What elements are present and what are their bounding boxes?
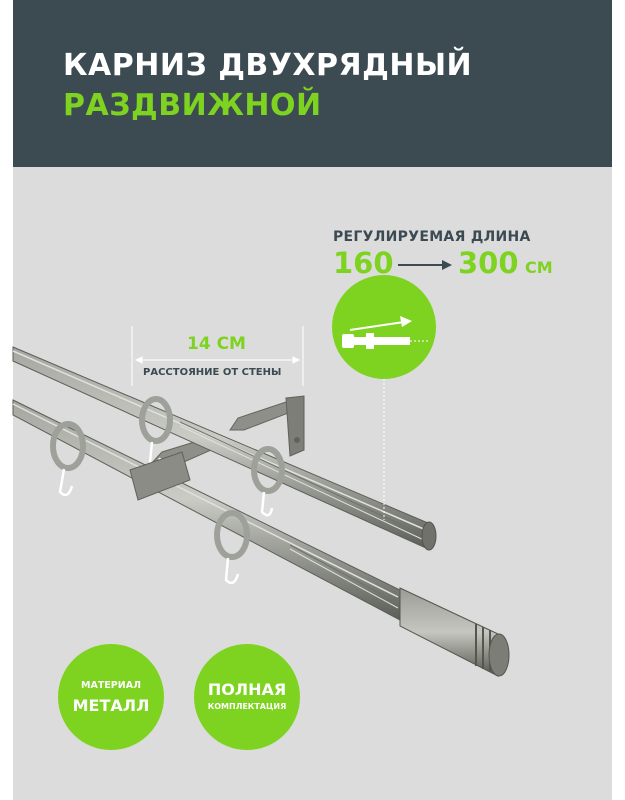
length-to: 300	[458, 246, 519, 280]
length-label: РЕГУЛИРУЕМАЯ ДЛИНА	[333, 229, 531, 245]
material-badge	[58, 644, 164, 750]
title-line-2: РАЗДВИЖНОЙ	[63, 88, 322, 123]
extension-icon	[332, 275, 436, 379]
length-from: 160	[333, 246, 394, 280]
badge-kit-top: ПОЛНАЯ	[207, 680, 287, 699]
distance-label: РАССТОЯНИЕ ОТ СТЕНЫ	[143, 367, 282, 378]
length-arrow	[398, 260, 452, 270]
title-line-1: КАРНИЗ ДВУХРЯДНЫЙ	[63, 48, 473, 83]
badge-material-top: МАТЕРИАЛ	[81, 680, 141, 691]
badge-kit-bottom: КОМПЛЕКТАЦИЯ	[207, 702, 287, 711]
kit-badge	[194, 644, 300, 750]
length-unit: СМ	[525, 258, 553, 277]
finial-cap	[400, 588, 509, 676]
badge-material-bottom: МЕТАЛЛ	[72, 696, 150, 715]
distance-value: 14 СМ	[187, 334, 246, 354]
